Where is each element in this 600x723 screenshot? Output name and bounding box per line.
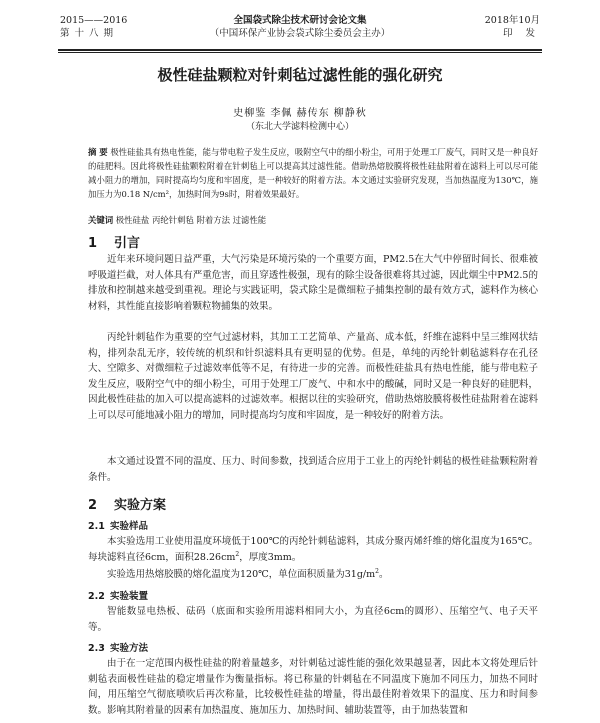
header-years: 2015——2016 — [60, 15, 128, 26]
keywords-text: 极性硅盐 丙纶针刺毡 附着方法 过滤性能 — [115, 215, 267, 225]
unit-superscript: 2 — [235, 550, 240, 558]
section-heading-1 — [88, 232, 140, 251]
header-right — [485, 14, 540, 40]
header-rule-thin — [58, 52, 542, 53]
samples-paragraph-2 — [88, 567, 538, 583]
subsection-number: 2.3 — [88, 643, 105, 654]
header-organizer: （中国环保产业协会袋式除尘委员会主办） — [209, 28, 391, 39]
abstract-label: 摘 要 — [88, 147, 108, 157]
paper-title: 极性硅盐颗粒对针刺毡过滤性能的强化研究 — [157, 66, 443, 84]
unit-superscript: 2 — [375, 567, 379, 575]
film-text-a: 实验选用热熔胶膜的熔化温度为120℃，单位面积质量为31g/m — [107, 569, 376, 580]
author-affiliation: （东北大学滤料检测中心） — [245, 122, 354, 132]
section-heading-2 — [88, 494, 166, 513]
intro-paragraph-3: 本文通过设置不同的温度、压力、时间参数，找到适合应用于工业上的丙纶针刺毡的极性硅盐颗粒附着条件。 — [88, 456, 538, 483]
samples-paragraph-1 — [88, 534, 538, 565]
section-title: 实验方案 — [114, 498, 167, 513]
author-list: 史柳鉴 李佩 赫传东 柳静秋 — [233, 108, 367, 119]
header-issue: 第十八期 — [60, 28, 119, 39]
header-rule-thick — [58, 49, 542, 51]
keywords-label: 关键词 — [88, 215, 114, 225]
film-text-b: 。 — [378, 569, 389, 580]
abstract — [88, 145, 538, 201]
method-paragraph-2: 影响其附着量的因素有加热温度、施加压力、加热时间、辅助装置等，由于加热装置和 — [107, 705, 469, 716]
samples-text-a: 本实验选用工业使用温度环境低于100℃的丙纶针刺毡滤料，其成分聚丙烯纤维的熔化温度为165℃。每块滤料直径6cm，面积28.26cm — [88, 536, 538, 563]
subsection-title: 实验装置 — [110, 591, 149, 602]
running-header — [60, 14, 540, 48]
section-title: 引言 — [114, 236, 141, 251]
subsection-heading-2-3 — [88, 640, 148, 654]
subsection-number: 2.2 — [88, 591, 105, 602]
intro-paragraph-2: 丙纶针刺毡作为重要的空气过滤材料，其加工工艺简单、产量高、成本低，纤维在滤料中呈三维网状结构，排列杂乱无序，较传统的机织和针织滤料具有更明显的优势。但是，单纯的丙纶针刺毡滤料存在孔径大、空隙多、对微细粒子过滤效率低等不足，有待进一步的完善。而极性硅盐具有热电性能，能与带电粒子发生反应，吸附空气中的细小粉尘，可用于处理工厂废气、中和水中的酸碱，同时又是一种良好的硅肥料，因此极性硅盐的加入可以提高滤料的过滤效率。根据以往的实验研究，借助热熔胶膜将极性硅盐附着在滤料上可以尽可能地减小阻力的增加，同时提高均匀度和牢固度，是一种较好的附着方法。 — [88, 332, 538, 421]
section-number: 2 — [88, 498, 98, 513]
header-journal-title: 全国袋式除尘技术研讨会论文集 — [233, 15, 367, 26]
abstract-text: 极性硅盐具有热电性能，能与带电粒子发生反应，吸附空气中的细小粉尘，可用于处理工厂废气，同时又是一种良好的硅肥料。因此将极性硅盐颗粒附着在针刺毡上可以提高其过滤性能。借助热熔胶膜将极性硅盐附着在滤料上可以尽可能减小阻力的增加，同时提高均匀度和牢固度，是一种较好的附着方法。本文通过实验研究发现，当加热温度为130℃，施加压力为0.18 N/cm²，加热时间为9s时，附着效果最好。 — [88, 147, 539, 199]
section-number: 1 — [88, 236, 98, 251]
intro-paragraph-1: 近年来环境问题日益严重，大气污染是环境污染的一个重要方面，PM2.5在大气中停留时间长、很难被呼吸道拦截，对人体具有严重危害，而且穿透性极强，现有的除尘设备很难将其过滤，因此烟尘中PM2.5的排放和控制越来越受到重视。理论与实践证明，袋式除尘是微细粒子捕集控制的最有效方式，滤料作为核心材料，其性能直接影响着颗粒物捕集的效果。 — [88, 254, 538, 312]
keywords — [88, 213, 538, 227]
subsection-title: 实验方法 — [110, 643, 149, 654]
subsection-title: 实验样品 — [110, 521, 149, 532]
header-print: 印 发 — [502, 28, 540, 39]
subsection-number: 2.1 — [88, 521, 105, 532]
apparatus-paragraph: 智能数显电热板、砝码（底面和实验所用滤料相同大小，为直径6cm的圆形）、压缩空气、电子天平等。 — [88, 606, 538, 633]
header-center — [60, 14, 540, 40]
method-paragraph-1: 由于在一定范围内极性硅盐的附着量越多，对针刺毡过滤性能的强化效果越显著，因此本文将处理后针刺毡表面极性硅盐的稳定增量作为衡量指标。将已称量的针刺毡在不同温度下施加不同压力，加热不同时间，用压缩空气彻底喷吹后再次称量，比较极性硅盐的增量，得出最佳附着效果下的温度、压力和时间参数。 — [88, 658, 538, 716]
subsection-heading-2-2 — [88, 588, 148, 602]
samples-text-b: ，厚度3mm。 — [239, 551, 302, 563]
header-date: 2018年10月 — [484, 15, 540, 26]
subsection-heading-2-1 — [88, 518, 148, 532]
